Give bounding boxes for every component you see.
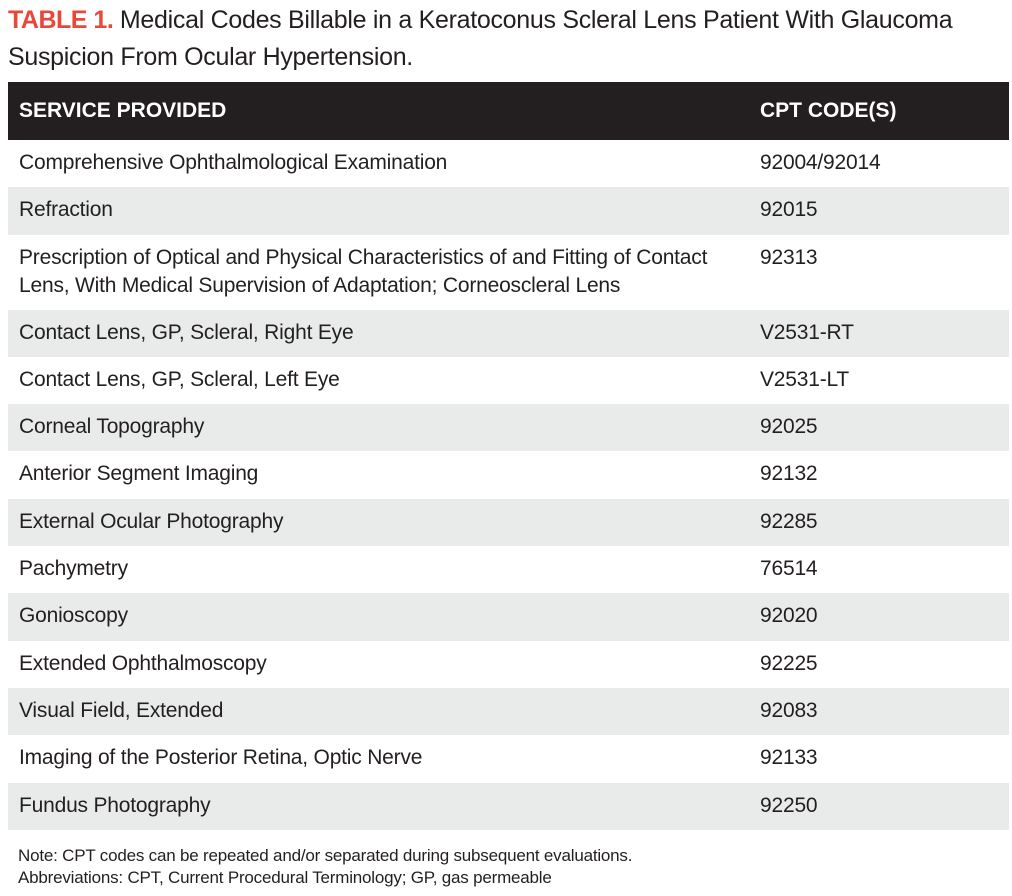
table-caption <box>8 2 998 76</box>
table-row <box>8 187 1009 234</box>
service-cell: Contact Lens, GP, Scleral, Right Eye <box>19 320 354 344</box>
table-row <box>8 404 1009 451</box>
code-cell: 92225 <box>760 651 818 675</box>
code-cell: 92025 <box>760 415 818 439</box>
table-row <box>8 783 1009 830</box>
table-title: Medical Codes Billable in a Keratoconus Scleral Lens Patient With Glaucoma Suspicion From Ocular Hypertension. <box>8 6 953 71</box>
service-cell: Fundus Photography <box>19 793 211 817</box>
header-cpt-codes: CPT CODE(S) <box>760 99 897 122</box>
service-cell: Gonioscopy <box>19 604 128 628</box>
code-cell: 92020 <box>760 604 818 628</box>
header-service-provided: SERVICE PROVIDED <box>19 99 227 122</box>
code-cell: 92004/92014 <box>760 151 881 174</box>
table-row <box>8 499 1009 546</box>
service-cell: Comprehensive Ophthalmological Examination <box>19 151 448 174</box>
abbreviations-text: Abbreviations: CPT, Current Procedural Terminology; GP, gas permeable <box>18 868 552 887</box>
cpt-codes-table <box>8 82 1009 830</box>
code-cell: V2531-RT <box>760 320 854 344</box>
table-row <box>8 451 1009 498</box>
note-text: Note: CPT codes can be repeated and/or separated during subsequent evaluations. <box>18 846 633 865</box>
service-cell: Prescription of Optical and Physical Characteristics of and Fitting of Contact Lens, With Medical Supervision of Adaptation; Corneoscleral Lens <box>19 245 708 297</box>
table-row <box>8 593 1009 640</box>
table-row <box>8 546 1009 593</box>
service-cell: Anterior Segment Imaging <box>19 462 259 486</box>
code-cell: 92083 <box>760 698 818 722</box>
service-cell: Imaging of the Posterior Retina, Optic Nerve <box>19 746 423 770</box>
table-footnotes <box>18 845 632 889</box>
service-cell: Visual Field, Extended <box>19 698 224 722</box>
service-cell: External Ocular Photography <box>19 509 284 533</box>
code-cell: 92285 <box>760 509 818 533</box>
code-cell: 92133 <box>760 746 818 770</box>
service-cell: Contact Lens, GP, Scleral, Left Eye <box>19 367 340 391</box>
service-cell: Corneal Topography <box>19 415 205 439</box>
code-cell: 92015 <box>760 198 818 222</box>
table-header-row <box>8 82 1009 140</box>
table-row <box>8 357 1009 404</box>
service-cell: Refraction <box>19 198 113 222</box>
table-row <box>8 688 1009 735</box>
code-cell: 76514 <box>760 557 818 581</box>
code-cell: 92250 <box>760 793 818 817</box>
table-label: TABLE 1. <box>8 6 114 34</box>
code-cell: 92132 <box>760 462 818 486</box>
table-row <box>8 140 1009 187</box>
table-row <box>8 735 1009 782</box>
table-row <box>8 235 1009 310</box>
code-cell: 92313 <box>760 245 818 269</box>
code-cell: V2531-LT <box>760 367 850 391</box>
service-cell: Pachymetry <box>19 557 128 581</box>
table-row <box>8 310 1009 357</box>
table-row <box>8 641 1009 688</box>
service-cell: Extended Ophthalmoscopy <box>19 651 267 675</box>
